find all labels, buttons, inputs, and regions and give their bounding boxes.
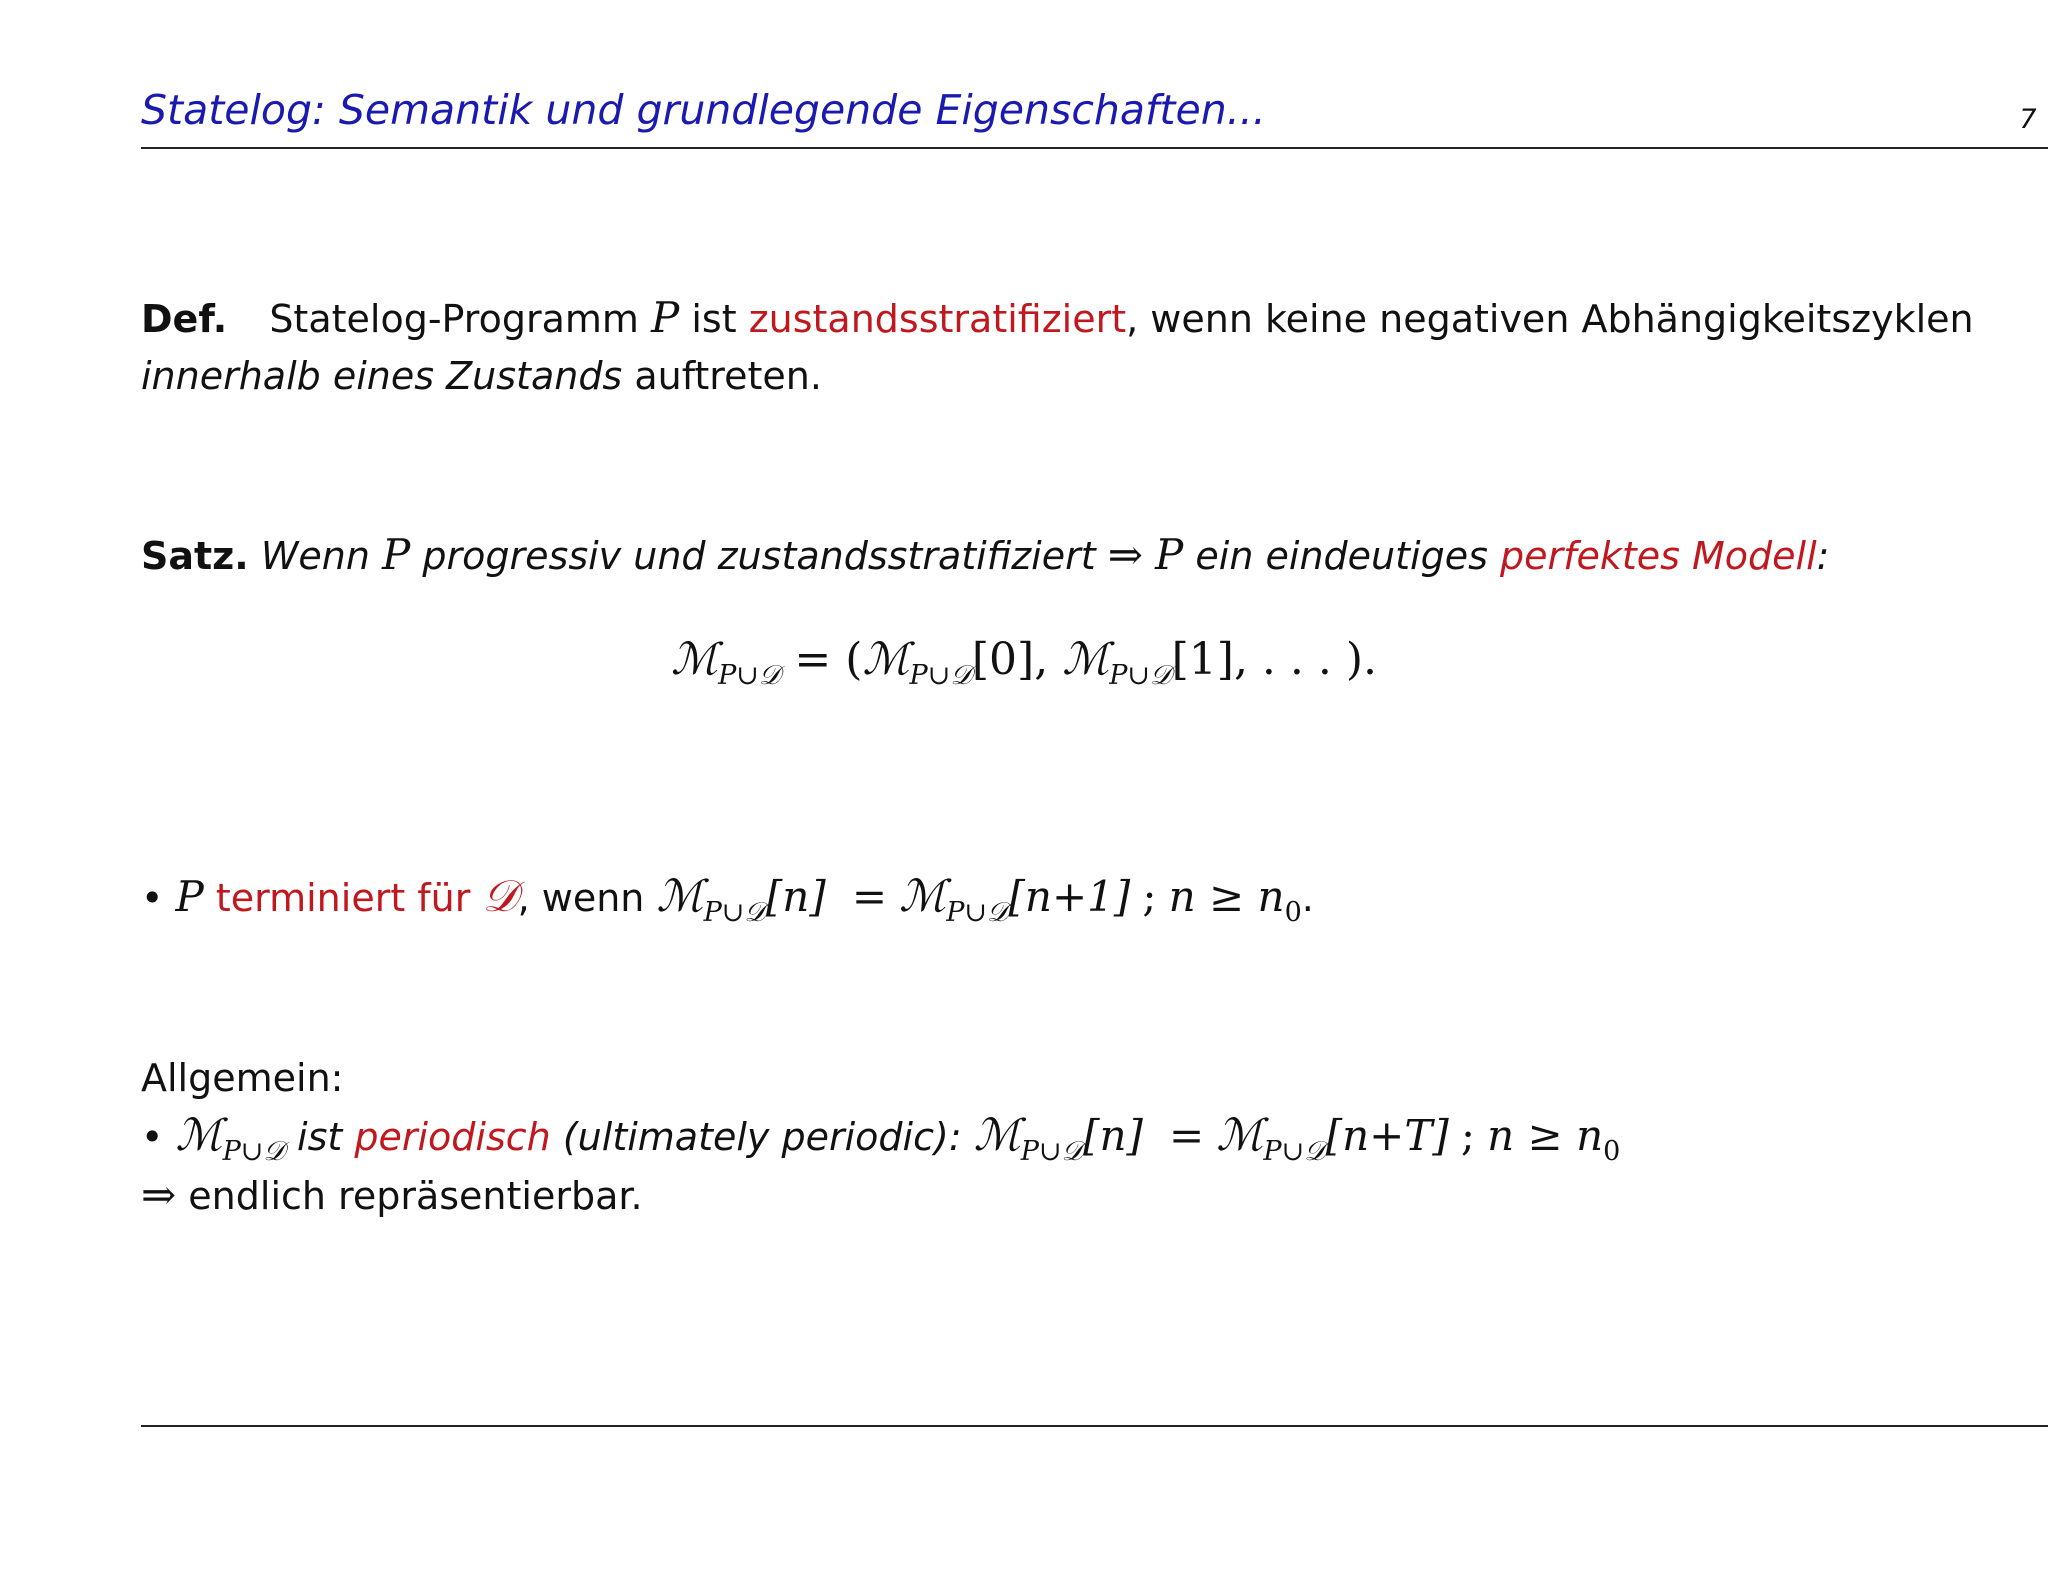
general-term: periodisch: [354, 1115, 551, 1159]
termination-condition: n ≥ n: [1168, 872, 1285, 921]
general-m-lhs: ℳ: [973, 1110, 1021, 1161]
definition-var-p: P: [650, 293, 680, 342]
header-rule: [141, 147, 2048, 149]
definition-block: [141, 289, 1974, 405]
general-cond-sub: 0: [1603, 1136, 1621, 1167]
general-text-2: (ultimately periodic):: [562, 1115, 962, 1159]
termination-var-d: 𝒟: [482, 871, 518, 922]
formula-equals: =: [794, 634, 832, 685]
general-sub: P∪𝒟: [222, 1136, 285, 1167]
general-index-nT: [n+T]: [1325, 1111, 1449, 1160]
theorem-text-3: ein eindeutiges: [1195, 534, 1488, 578]
formula-sub-lhs: P∪𝒟: [718, 660, 781, 691]
definition-text-2: ist: [691, 297, 737, 341]
bullet-marker: •: [141, 1115, 164, 1159]
general-text-1: ist: [297, 1115, 343, 1159]
general-conclusion: endlich repräsentierbar.: [188, 1174, 643, 1218]
theorem-implies: ⇒: [1107, 530, 1143, 579]
formula-open: (: [845, 634, 863, 685]
termination-period: .: [1301, 876, 1314, 920]
formula-m-0: ℳ: [862, 634, 910, 685]
theorem-label: Satz.: [141, 534, 249, 578]
formula-sub-1: P∪𝒟: [1109, 660, 1172, 691]
formula-sub-0: P∪𝒟: [909, 660, 972, 691]
definition-term: zustandsstratifiziert: [748, 297, 1127, 341]
definition-line-2: [141, 348, 1974, 405]
termination-sub-lhs: P∪𝒟: [703, 897, 766, 928]
general-sub-rhs: P∪𝒟: [1263, 1136, 1326, 1167]
formula-comma: ,: [1034, 634, 1049, 685]
formula-tail: , . . . ).: [1233, 634, 1377, 685]
termination-text-1: , wenn: [517, 876, 645, 920]
definition-label: Def.: [141, 297, 228, 341]
general-equals: =: [1169, 1111, 1205, 1160]
theorem-var-p: P: [382, 530, 411, 579]
perfect-model-formula: [0, 634, 2048, 691]
general-sub-lhs: P∪𝒟: [1020, 1136, 1084, 1167]
general-bullet-line: [141, 1107, 1620, 1166]
definition-text-4: auftreten.: [634, 354, 822, 398]
general-heading: Allgemein:: [141, 1056, 344, 1100]
theorem-text-2: progressiv und zustandsstratifiziert: [422, 534, 1096, 578]
formula-m-1: ℳ: [1062, 634, 1110, 685]
general-condition: n ≥ n: [1487, 1111, 1604, 1160]
termination-index-n: [n]: [765, 872, 826, 921]
termination-bullet: [141, 868, 1314, 927]
formula-index-0: [0]: [971, 634, 1035, 685]
termination-sub-rhs: P∪𝒟: [946, 897, 1009, 928]
definition-text-3: , wenn keine negativen Abhängigkeitszyklen: [1126, 297, 1974, 341]
bullet-marker: •: [141, 876, 164, 920]
general-m: ℳ: [175, 1110, 223, 1161]
general-m-rhs: ℳ: [1216, 1110, 1264, 1161]
termination-m-rhs: ℳ: [899, 871, 947, 922]
theorem-term: perfektes Modell: [1499, 534, 1817, 578]
footer-rule: [141, 1425, 2048, 1427]
termination-term: terminiert für: [215, 876, 471, 920]
formula-m-lhs: ℳ: [671, 634, 719, 685]
definition-line-1: [141, 289, 1974, 348]
slide-title: Statelog: Semantik und grundlegende Eigenschaften...: [141, 86, 1266, 134]
general-index-n: [n]: [1083, 1111, 1143, 1160]
theorem-var-p2: P: [1155, 530, 1184, 579]
termination-index-n1: [n+1]: [1008, 872, 1131, 921]
general-implies: ⇒: [141, 1170, 177, 1219]
termination-cond-sub: 0: [1284, 897, 1302, 928]
termination-m-lhs: ℳ: [656, 871, 704, 922]
termination-var-p: P: [175, 872, 204, 921]
general-block: [141, 1050, 1620, 1225]
page-number: 7: [2019, 104, 2037, 135]
definition-text-1: Statelog-Programm: [269, 297, 639, 341]
termination-semicolon: ;: [1142, 872, 1157, 921]
termination-equals: =: [851, 872, 888, 921]
theorem-block: [141, 526, 1829, 585]
general-semicolon: ;: [1460, 1111, 1476, 1160]
definition-italic-part: innerhalb eines Zustands: [141, 354, 623, 398]
formula-index-1: [1]: [1171, 634, 1234, 685]
theorem-text-1: Wenn: [260, 534, 370, 578]
theorem-colon: :: [1816, 534, 1830, 578]
general-conclusion-line: [141, 1166, 1620, 1225]
